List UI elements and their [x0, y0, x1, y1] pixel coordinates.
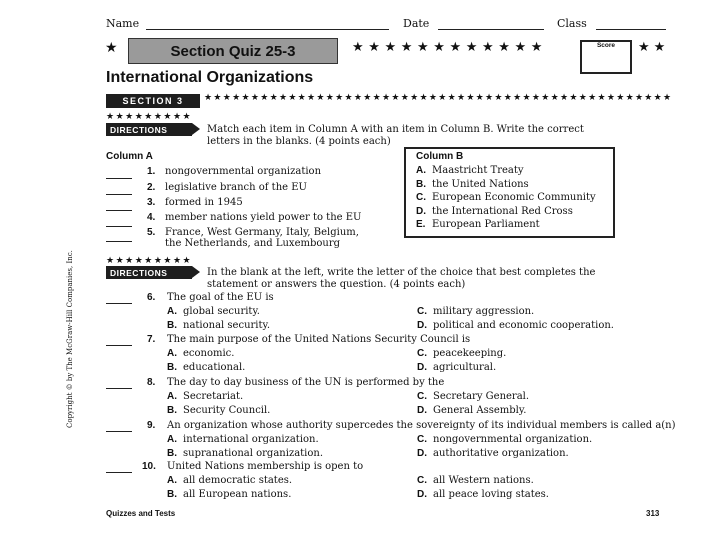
- part1-directions-line1: Match each item in Column A with an item in Column B. Write the correct: [207, 124, 584, 135]
- class-field[interactable]: [596, 29, 666, 30]
- option-letter: B.: [167, 405, 177, 416]
- option-letter: A.: [167, 348, 177, 359]
- option-letter: B.: [167, 362, 177, 373]
- q7-option-b: [167, 362, 245, 373]
- option-text: military aggression.: [433, 306, 535, 317]
- part2-star-rule: ★★★★★★★★★: [106, 256, 193, 266]
- option-letter: A.: [167, 306, 177, 317]
- question-stem: The day to day business of the UN is performed by the: [167, 377, 445, 388]
- column-a-item-2: [147, 182, 307, 193]
- choice-letter: B.: [416, 179, 426, 190]
- item-text: formed in 1945: [165, 197, 243, 208]
- question-number: 9.: [147, 420, 156, 431]
- choice-letter: A.: [416, 165, 426, 176]
- option-letter: A.: [167, 391, 177, 402]
- question-6: [147, 292, 274, 303]
- item-number: 5.: [147, 227, 156, 238]
- option-letter: B.: [167, 448, 177, 459]
- q6-option-d: [417, 320, 614, 331]
- question-number: 6.: [147, 292, 156, 303]
- answer-blank-8[interactable]: [106, 388, 132, 389]
- question-stem: The main purpose of the United Nations Security Council is: [167, 334, 471, 345]
- choice-letter: C.: [416, 192, 426, 203]
- date-label: Date: [403, 17, 430, 30]
- q8-option-d: [417, 405, 526, 416]
- column-a-item-3: [147, 197, 243, 208]
- section-tag: SECTION 3: [106, 94, 200, 108]
- q10-option-a: [167, 475, 292, 486]
- name-label: Name: [106, 17, 140, 30]
- q8-option-c: [417, 391, 529, 402]
- column-a-head: Column A: [106, 151, 153, 162]
- item-number: 4.: [147, 212, 156, 223]
- option-text: authoritative organization.: [433, 448, 569, 459]
- q9-option-d: [417, 448, 569, 459]
- item-number: 2.: [147, 182, 156, 193]
- choice-text: the United Nations: [432, 179, 529, 190]
- column-b-head: Column B: [416, 151, 464, 162]
- q10-option-b: [167, 489, 291, 500]
- item-text: nongovernmental organization: [165, 166, 322, 177]
- option-text: agricultural.: [433, 362, 497, 373]
- section-star-rule: ★★★★★★★★★★★★★★★★★★★★★★★★★★★★★★★★★★★★★★★★★★★★★★★★★★: [204, 93, 673, 103]
- star-row-right: ★★: [638, 40, 670, 55]
- option-letter: D.: [417, 320, 427, 331]
- part1-directions-tag: DIRECTIONS: [106, 123, 192, 136]
- part2-directions-line2: statement or answers the question. (4 points each): [207, 279, 466, 290]
- part2-directions-line1: In the blank at the left, write the letter of the choice that best completes the: [207, 267, 596, 278]
- option-letter: D.: [417, 489, 427, 500]
- item-number: 3.: [147, 197, 156, 208]
- star-row-middle: ★★★★★★★★★★★★: [352, 40, 548, 55]
- option-letter: C.: [417, 475, 427, 486]
- question-7: [147, 334, 470, 345]
- option-letter: C.: [417, 306, 427, 317]
- option-letter: D.: [417, 448, 427, 459]
- option-text: global security.: [183, 306, 260, 317]
- answer-blank-5[interactable]: [106, 241, 132, 242]
- score-box[interactable]: [580, 40, 632, 74]
- question-stem: The goal of the EU is: [167, 292, 274, 303]
- answer-blank-6[interactable]: [106, 303, 132, 304]
- choice-text: European Economic Community: [432, 192, 596, 203]
- option-letter: D.: [417, 405, 427, 416]
- option-text: economic.: [183, 348, 235, 359]
- q7-option-c: [417, 348, 506, 359]
- q7-option-a: [167, 348, 234, 359]
- part2-directions-text: [207, 267, 595, 291]
- column-b-choice-e: [416, 219, 540, 230]
- option-letter: B.: [167, 489, 177, 500]
- q6-option-b: [167, 320, 270, 331]
- option-letter: B.: [167, 320, 177, 331]
- q7-option-d: [417, 362, 496, 373]
- answer-blank-10[interactable]: [106, 472, 132, 473]
- column-b-choice-b: [416, 179, 529, 190]
- column-a-item-4: [147, 212, 361, 223]
- date-field[interactable]: [438, 29, 544, 30]
- part1-star-rule: ★★★★★★★★★: [106, 112, 193, 122]
- choice-text: Maastricht Treaty: [432, 165, 524, 176]
- name-field[interactable]: [146, 29, 389, 30]
- copyright-notice: Copyright © by The McGraw-Hill Companies, Inc.: [66, 250, 74, 428]
- q9-option-a: [167, 434, 319, 445]
- choice-text: European Parliament: [432, 219, 540, 230]
- q9-option-b: [167, 448, 323, 459]
- option-text: Secretary General.: [433, 391, 530, 402]
- option-letter: D.: [417, 362, 427, 373]
- question-stem: An organization whose authority supercedes the sovereignty of its individual members is called a(n): [167, 420, 676, 431]
- option-letter: A.: [167, 475, 177, 486]
- question-9: [147, 420, 676, 431]
- choice-text: the International Red Cross: [432, 206, 573, 217]
- star-row-left: ★: [105, 40, 123, 56]
- part2-directions-tag: DIRECTIONS: [106, 266, 192, 279]
- question-number: 8.: [147, 377, 156, 388]
- column-b-choice-c: [416, 192, 596, 203]
- q6-option-a: [167, 306, 260, 317]
- option-text: Security Council.: [183, 405, 271, 416]
- option-text: Secretariat.: [183, 391, 244, 402]
- choice-letter: D.: [416, 206, 426, 217]
- q10-option-c: [417, 475, 534, 486]
- option-text: General Assembly.: [433, 405, 527, 416]
- quiz-title: Section Quiz 25-3: [128, 38, 338, 64]
- answer-blank-4[interactable]: [106, 226, 132, 227]
- answer-blank-7[interactable]: [106, 345, 132, 346]
- part1-directions-line2: letters in the blanks. (4 points each): [207, 136, 391, 147]
- question-8: [147, 377, 444, 388]
- q6-option-c: [417, 306, 534, 317]
- q10-option-d: [417, 489, 549, 500]
- question-number: 10.: [142, 461, 156, 472]
- column-a-item-5-cont: the Netherlands, and Luxembourg: [165, 238, 341, 249]
- footer-left: Quizzes and Tests: [106, 509, 176, 518]
- page-number: 313: [646, 509, 660, 518]
- page-title: International Organizations: [106, 69, 314, 86]
- column-b-choice-d: [416, 206, 573, 217]
- question-stem: United Nations membership is open to: [167, 461, 364, 472]
- item-text: member nations yield power to the EU: [165, 212, 362, 223]
- column-b-box: [404, 147, 615, 238]
- item-text: France, West Germany, Italy, Belgium,: [165, 227, 359, 238]
- class-label: Class: [557, 17, 587, 30]
- column-a-item-5: [147, 227, 359, 238]
- part1-directions-text: [207, 124, 584, 148]
- score-label: Score: [596, 42, 616, 49]
- choice-letter: E.: [416, 219, 426, 230]
- q8-option-a: [167, 391, 243, 402]
- option-text: political and economic cooperation.: [433, 320, 614, 331]
- answer-blank-3[interactable]: [106, 210, 132, 211]
- option-text: nongovernmental organization.: [433, 434, 593, 445]
- column-a-item-1: [147, 166, 321, 177]
- option-text: educational.: [183, 362, 246, 373]
- option-text: peacekeeping.: [433, 348, 507, 359]
- option-text: all peace loving states.: [433, 489, 549, 500]
- item-text: legislative branch of the EU: [165, 182, 307, 193]
- option-text: all Western nations.: [433, 475, 534, 486]
- answer-blank-2[interactable]: [106, 194, 132, 195]
- column-b-choice-a: [416, 165, 524, 176]
- q8-option-b: [167, 405, 270, 416]
- option-letter: C.: [417, 391, 427, 402]
- item-number: 1.: [147, 166, 156, 177]
- option-text: all European nations.: [183, 489, 292, 500]
- q9-option-c: [417, 434, 592, 445]
- option-text: national security.: [183, 320, 271, 331]
- option-letter: C.: [417, 348, 427, 359]
- option-text: supranational organization.: [183, 448, 324, 459]
- question-number: 7.: [147, 334, 156, 345]
- option-text: international organization.: [183, 434, 319, 445]
- option-letter: C.: [417, 434, 427, 445]
- answer-blank-9[interactable]: [106, 431, 132, 432]
- answer-blank-1[interactable]: [106, 178, 132, 179]
- option-text: all democratic states.: [183, 475, 293, 486]
- question-10: [142, 461, 363, 472]
- option-letter: A.: [167, 434, 177, 445]
